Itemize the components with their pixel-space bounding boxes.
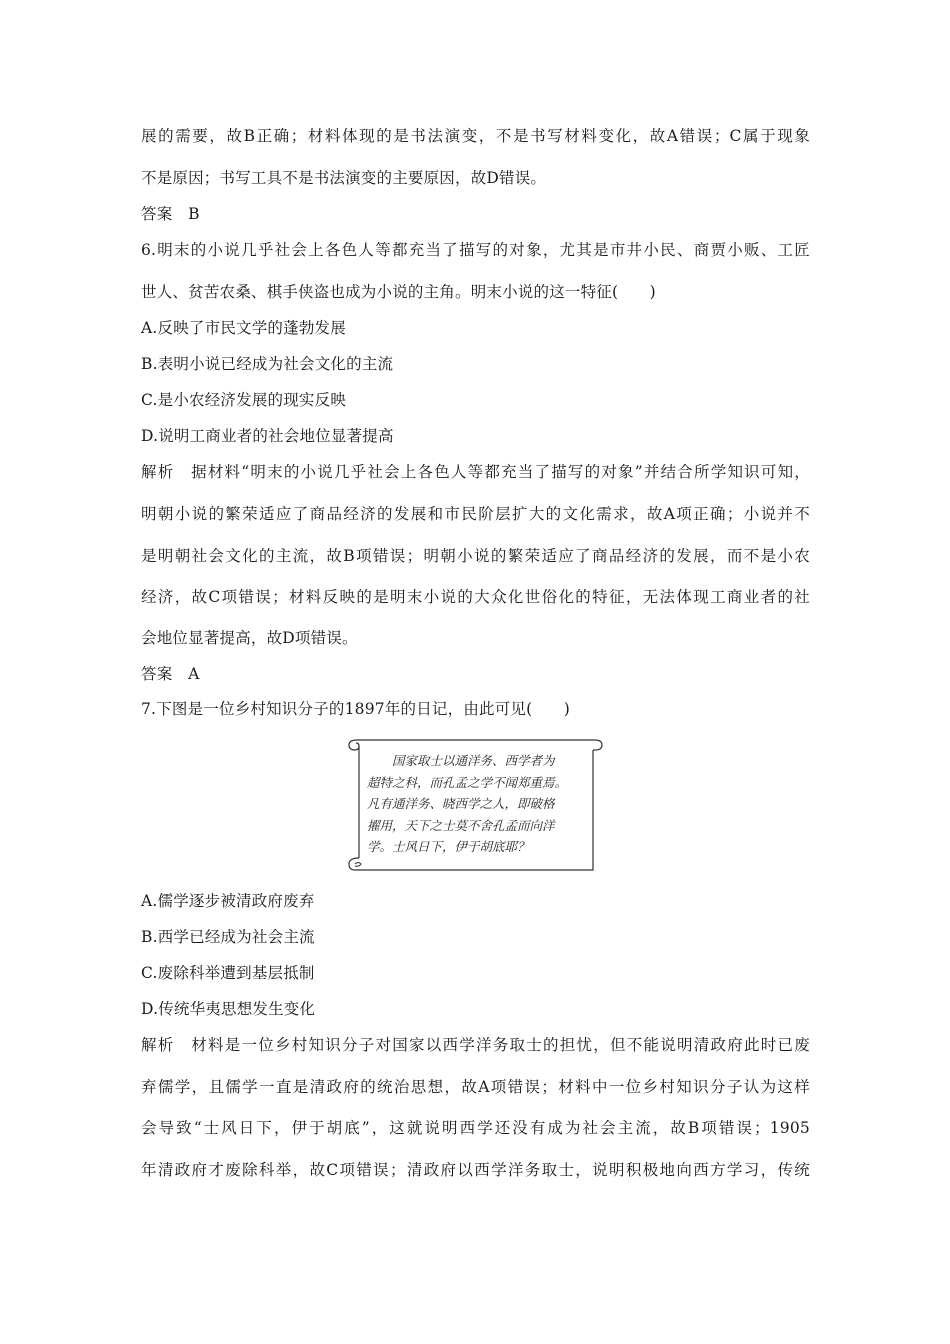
diary-text	[367, 750, 587, 858]
analysis-line: 是明朝社会文化的主流，故B项错误；明朝小说的繁荣适应了商品经济的发展，而不是小农	[141, 547, 810, 565]
option-d: D.传统华夷思想发生变化	[141, 1000, 316, 1018]
diary-scroll-figure	[345, 732, 605, 872]
option-d: D.说明工商业者的社会地位显著提高	[141, 427, 394, 445]
question-7-stem: 7.下图是一位乡村知识分子的1897年的日记，由此可见( )	[141, 700, 571, 718]
analysis-line: 年清政府才废除科举，故C项错误；清政府以西学洋务取士，说明积极地向西方学习，传统	[141, 1161, 810, 1179]
diary-line: 凡有通洋务、晓西学之人，即破格	[367, 796, 555, 811]
analysis-line: 解析 材料是一位乡村知识分子对国家以西学洋务取士的担忧，但不能说明清政府此时已废	[141, 1036, 810, 1054]
diary-line: 超特之科，而孔孟之学不闻郑重焉。	[367, 774, 568, 790]
paragraph-line: 不是原因；书写工具不是书法演变的主要原因，故D错误。	[141, 169, 547, 187]
diary-line: 国家取士以通洋务、西学者为	[367, 753, 555, 768]
option-c: C.是小农经济发展的现实反映	[141, 391, 347, 409]
analysis-line: 经济，故C项错误；材料反映的是明末小说的大众化世俗化的特征，无法体现工商业者的社	[141, 588, 810, 606]
option-a: A.反映了市民文学的蓬勃发展	[141, 319, 346, 337]
analysis-line: 会导致“士风日下，伊于胡底”，这就说明西学还没有成为社会主流，故B项错误；1905	[141, 1119, 810, 1137]
option-c: C.废除科举遭到基层抵制	[141, 964, 315, 982]
analysis-line: 弃儒学，且儒学一直是清政府的统治思想，故A项错误；材料中一位乡村知识分子认为这样	[141, 1078, 810, 1096]
option-a: A.儒学逐步被清政府废弃	[141, 892, 315, 910]
option-b: B.西学已经成为社会主流	[141, 928, 315, 946]
diary-line: 擢用，天下之士莫不舍孔孟而向洋	[367, 817, 555, 833]
answer-label: 答案 B	[141, 205, 200, 223]
analysis-line: 解析 据材料“明末的小说几乎社会上各色人等都充当了描写的对象”并结合所学知识可知，	[141, 463, 810, 481]
answer-label: 答案 A	[141, 665, 200, 683]
option-b: B.表明小说已经成为社会文化的主流	[141, 355, 394, 373]
analysis-line: 明朝小说的繁荣适应了商品经济的发展和市民阶层扩大的文化需求，故A项正确；小说并不	[141, 505, 810, 523]
question-6-stem: 世人、贫苦农桑、棋手侠盗也成为小说的主角。明末小说的这一特征( )	[141, 283, 656, 301]
paragraph-line: 展的需要，故B正确；材料体现的是书法演变，不是书写材料变化，故A错误；C属于现象	[141, 127, 810, 145]
analysis-line: 会地位显著提高，故D项错误。	[141, 629, 358, 647]
diary-line: 学。士风日下，伊于胡底耶？	[367, 839, 530, 854]
question-6-stem: 6.明末的小说几乎社会上各色人等都充当了描写的对象，尤其是市井小民、商贾小贩、工匠	[141, 241, 810, 259]
